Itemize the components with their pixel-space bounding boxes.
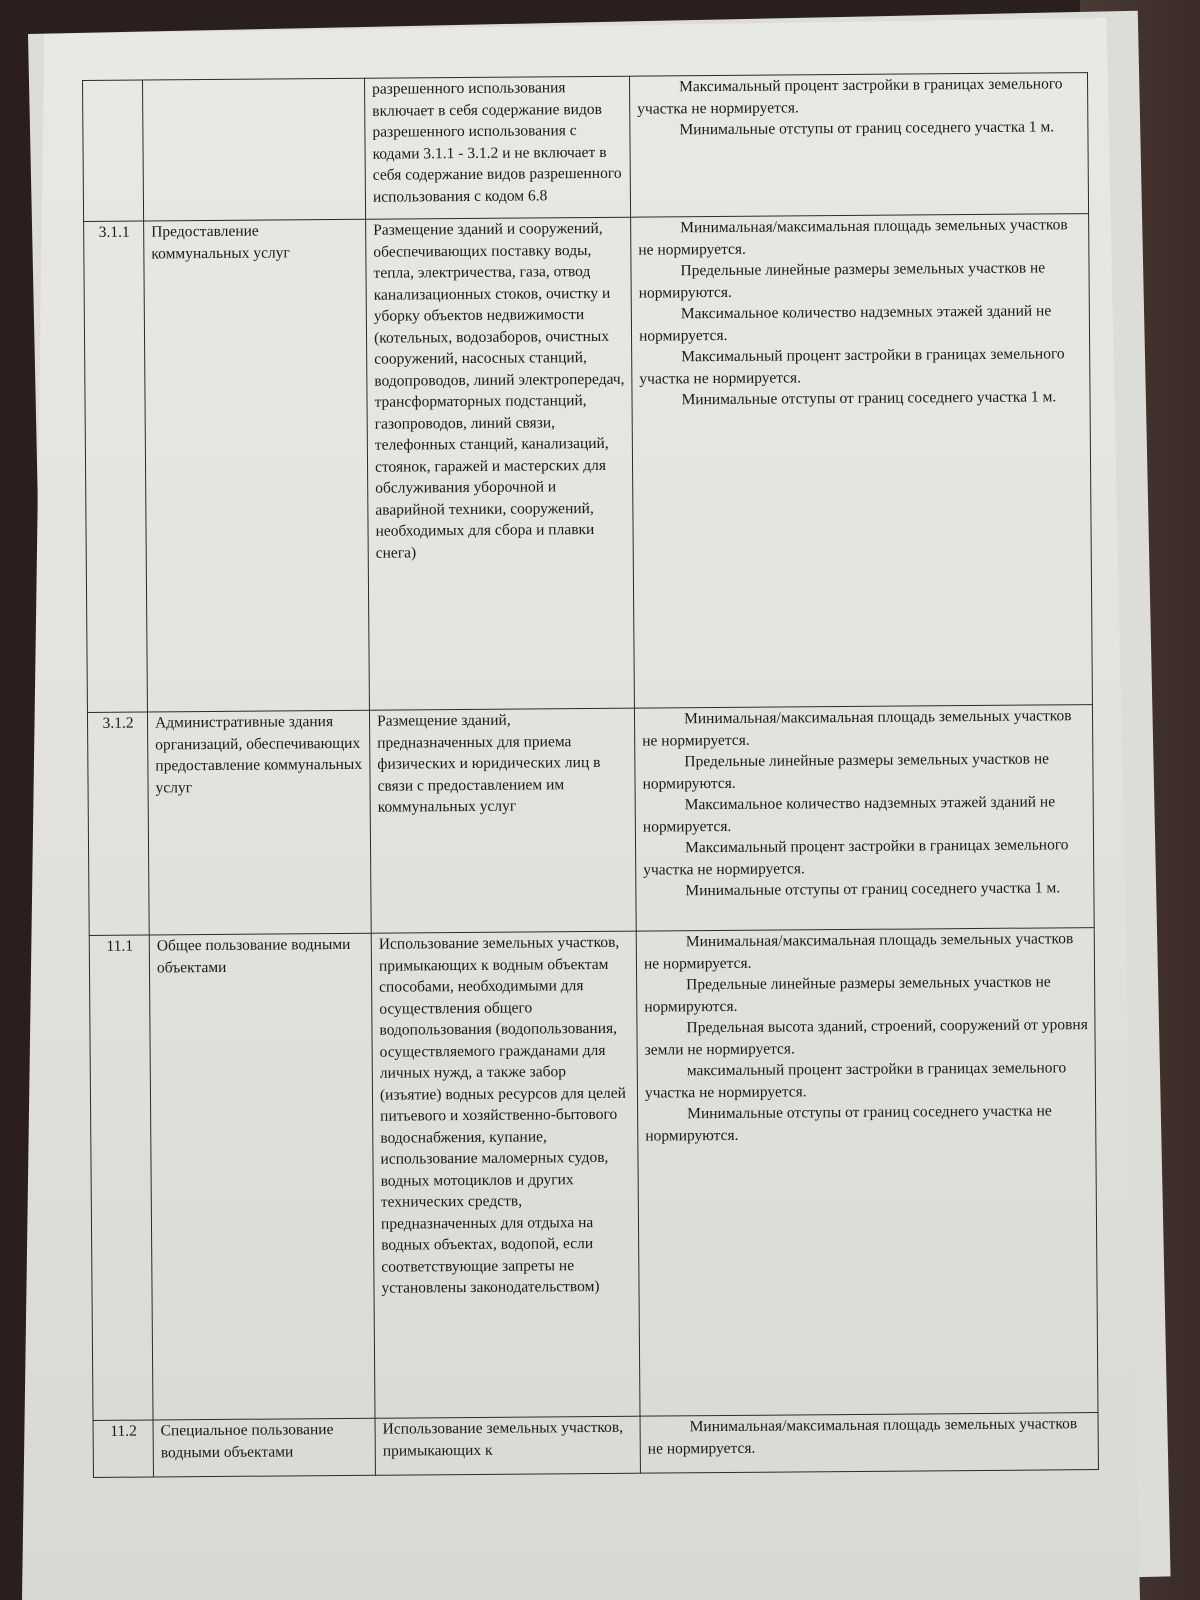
param-line: максимальный процент застройки в границах земельного участка не нормируется. [644,1059,1067,1102]
table-row [87,705,1094,936]
name-cell: Административные здания организаций, обеспечивающих предоставление коммунальных услуг [147,710,371,935]
description-cell: Использование земельных участков, примыкающих к [375,1416,640,1475]
code-cell: 11.2 [93,1420,153,1477]
param-line: Минимальная/максимальная площадь земельных участков не нормируется. [643,930,1074,973]
description-cell: Использование земельных участков, примыкающих к водным объектам способами, необходимыми для осуществления общего водопользования (водопользования, осуществляемого гражданами для личных нужд, а также забор (изъятие) водных ресурсов для целей питьевого и хозяйственно-бытового водоснабжения, купание, использование маломерных судов, водных мотоциклов и других технических средств, предназначенных для отдыха на водных объектах, водопой, если соответствующие запреты не установлены законодательством) [371,931,640,1418]
params-cell [631,214,1093,709]
param-line: Максимальное количество надземных этажей зданий не нормируется. [642,793,1056,836]
table-row [93,1413,1098,1478]
param-line: Минимальная/максимальная площадь земельных участков не нормируется. [642,707,1072,750]
param-line: Максимальный процент застройки в границах земельного участка не нормируется. [637,75,1063,118]
param-line: Предельная высота зданий, строений, сооружений от уровня земли не нормируется. [644,1016,1088,1059]
name-cell [143,78,366,221]
params-cell [640,1413,1098,1474]
param-line: Предельные линейные размеры земельных участков не нормируются. [642,750,1050,793]
name-cell: Предоставление коммунальных услуг [144,219,370,712]
params-cell [634,705,1094,932]
param-line: Минимальные отступы от границ соседнего участка 1 м. [679,118,1055,139]
code-cell: 3.1.1 [84,221,148,712]
param-line: Предельные линейные размеры земельных участков не нормируются. [644,973,1051,1016]
code-cell [83,80,144,221]
param-line: Минимальная/максимальная площадь земельных участков не нормируется. [647,1415,1078,1458]
description-cell: разрешенного использования включает в себя содержание видов разрешенного использования с кодами 3.1.1 - 3.1.2 и не включает в себя содержание видов разрешенного использования с кодом 6.8 [364,76,630,219]
param-line: Минимальные отступы от границ соседнего участка 1 м. [685,879,1061,900]
table-row [84,214,1093,713]
param-line: Максимальное количество надземных этажей зданий не нормируется. [638,302,1052,345]
code-cell: 3.1.2 [87,712,149,935]
param-line: Минимальные отступы от границ соседнего участка не нормируются. [645,1102,1052,1145]
param-line: Минимальные отступы от границ соседнего участка 1 м. [681,388,1057,409]
param-line: Предельные линейные размеры земельных участков не нормируются. [638,259,1046,302]
params-cell [636,928,1098,1417]
name-cell: Специальное пользование водными объектами [153,1418,375,1477]
description-cell: Размещение зданий, предназначенных для приема физических и юридических лиц в связи с предоставлением им коммунальных услуг [369,708,636,933]
params-cell [629,73,1088,218]
table-row [83,73,1089,222]
param-line: Максимальный процент застройки в границах земельного участка не нормируется. [639,345,1065,388]
table-row [89,928,1098,1421]
name-cell: Общее пользование водными объектами [149,933,375,1420]
param-line: Максимальный процент застройки в границах земельного участка не нормируется. [643,836,1069,879]
description-cell: Размещение зданий и сооружений, обеспечивающих поставку воды, тепла, электричества, газа, отвод канализационных стоков, очистку и уборку объектов недвижимости (котельных, водозаборов, очистных сооружений, насосных станций, водопроводов, линий электропередач, трансформаторных подстанций, газопроводов, линий связи, телефонных станций, канализаций, стоянок, гаражей и мастерских для обслуживания уборочной и аварийной техники, сооружений, необходимых для сбора и плавки снега) [366,217,635,710]
code-cell: 11.1 [89,935,153,1420]
land-use-table [82,72,1099,1478]
param-line: Минимальная/максимальная площадь земельных участков не нормируется. [638,216,1068,259]
